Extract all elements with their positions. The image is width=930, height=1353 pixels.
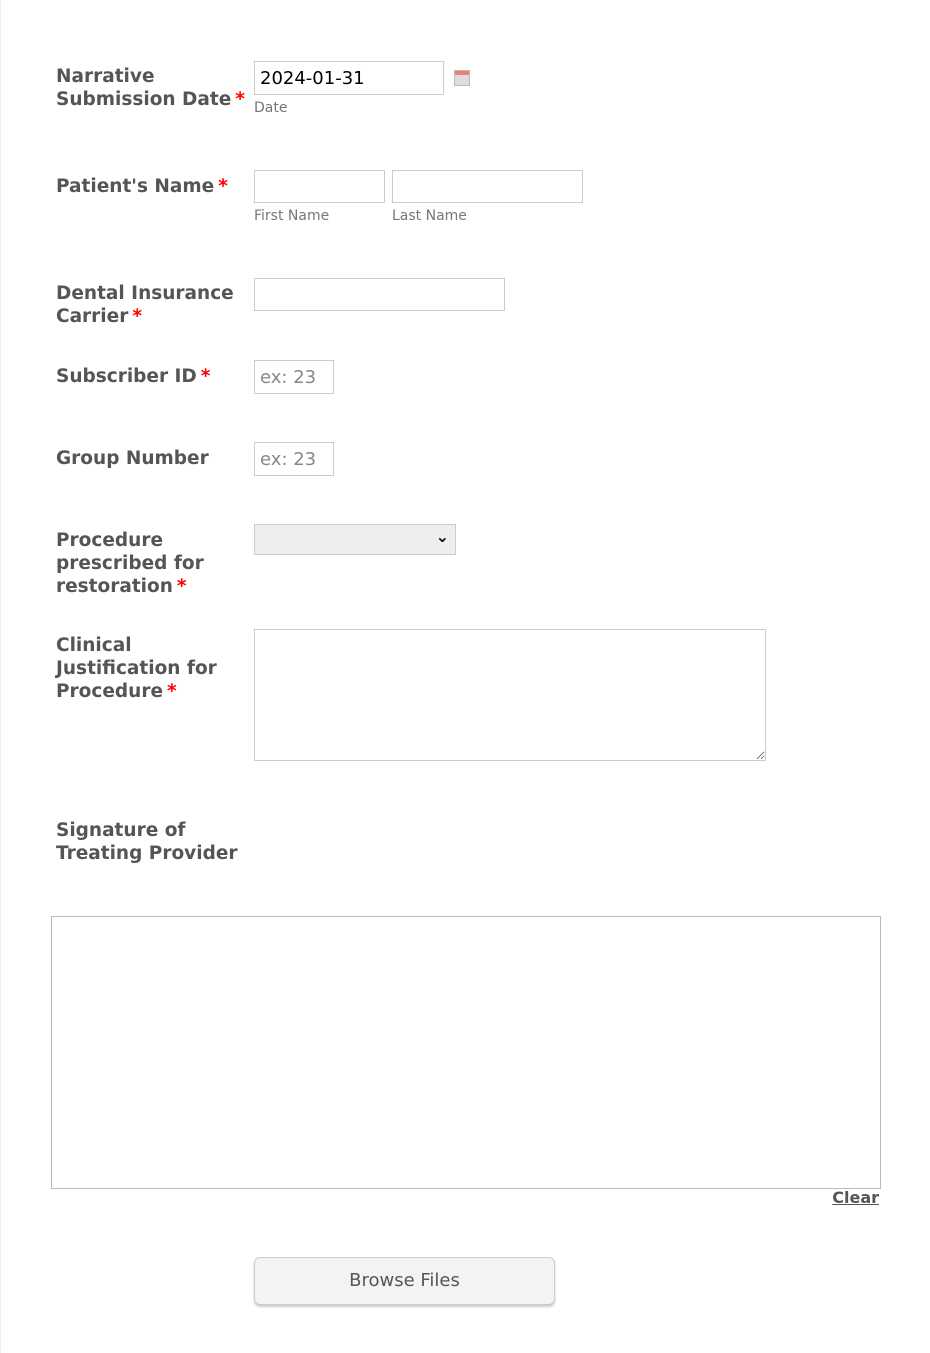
- carrier-label: [56, 282, 246, 328]
- group-number-input[interactable]: [254, 442, 334, 476]
- required-asterisk: *: [176, 576, 187, 597]
- subscriber-id-input[interactable]: [254, 360, 334, 394]
- group-label: Group Number: [56, 448, 209, 469]
- last-name-input[interactable]: [392, 170, 583, 203]
- label-text: Procedure prescribed for restoration: [56, 530, 204, 597]
- date-sublabel: Date: [254, 100, 288, 116]
- last-name-sublabel: Last Name: [392, 208, 467, 224]
- label-text: Subscriber ID: [56, 366, 197, 387]
- first-name-sublabel: First Name: [254, 208, 330, 224]
- subscriber-label: [56, 365, 256, 388]
- signature-pad[interactable]: [51, 916, 881, 1189]
- carrier-input[interactable]: [254, 278, 505, 311]
- signature-label: Signature of Treating Provider: [56, 820, 238, 864]
- chevron-down-icon: ⌄: [435, 527, 449, 546]
- required-asterisk: *: [218, 176, 228, 197]
- clear-signature-link[interactable]: Clear: [832, 1188, 879, 1207]
- justification-label: [56, 634, 236, 703]
- name-label: [56, 175, 256, 198]
- required-asterisk: *: [200, 366, 211, 387]
- browse-files-button[interactable]: Browse Files: [254, 1257, 555, 1305]
- label-text: Dental Insurance Carrier: [56, 283, 234, 327]
- justification-textarea[interactable]: [254, 629, 766, 761]
- procedure-label: [56, 529, 226, 598]
- required-asterisk: *: [167, 681, 177, 702]
- required-asterisk: *: [235, 89, 245, 110]
- procedure-select[interactable]: [254, 524, 456, 555]
- date-input[interactable]: [254, 61, 444, 95]
- first-name-input[interactable]: [254, 170, 385, 203]
- label-text: Clinical Justification for Procedure: [56, 635, 217, 702]
- label-text: Narrative Submission Date: [56, 66, 232, 110]
- calendar-icon[interactable]: [454, 70, 470, 86]
- label-text: Patient's Name: [56, 176, 215, 197]
- date-label: [56, 65, 246, 111]
- required-asterisk: *: [132, 306, 143, 327]
